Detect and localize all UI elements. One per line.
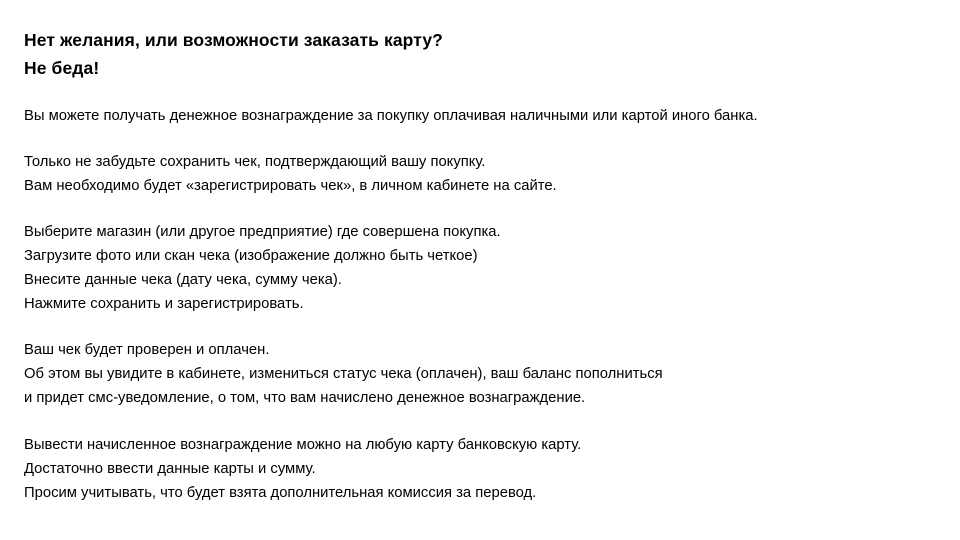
page-title xyxy=(24,26,944,82)
paragraph-withdrawal xyxy=(24,433,944,505)
text-line: Об этом вы увидите в кабинете, измениться статус чека (оплачен), ваш баланс пополниться xyxy=(24,366,663,382)
text-line: Внесите данные чека (дату чека, сумму чека). xyxy=(24,272,342,288)
title-line: Нет желания, или возможности заказать карту? xyxy=(24,30,443,50)
paragraph-steps xyxy=(24,220,944,316)
paragraph-save-receipt xyxy=(24,150,944,198)
text-line: Только не забудьте сохранить чек, подтверждающий вашу покупку. xyxy=(24,154,486,170)
text-line: Вывести начисленное вознаграждение можно на любую карту банковскую карту. xyxy=(24,437,582,453)
slide-content xyxy=(24,26,944,505)
paragraph-verification xyxy=(24,338,944,410)
text-line: и придет смс-уведомление, о том, что вам начислено денежное вознаграждение. xyxy=(24,390,586,406)
text-line: Выберите магазин (или другое предприятие) где совершена покупка. xyxy=(24,224,501,240)
text-line: Достаточно ввести данные карты и сумму. xyxy=(24,461,316,477)
text-line: Загрузите фото или скан чека (изображение должно быть четкое) xyxy=(24,248,478,264)
paragraph-payment-options xyxy=(24,104,944,128)
text-line: Просим учитывать, что будет взята дополнительная комиссия за перевод. xyxy=(24,485,537,501)
text-line: Вы можете получать денежное вознаграждение за покупку оплачивая наличными или картой иного банка. xyxy=(24,108,758,124)
text-line: Вам необходимо будет «зарегистрировать чек», в личном кабинете на сайте. xyxy=(24,178,557,194)
text-line: Ваш чек будет проверен и оплачен. xyxy=(24,342,270,358)
text-line: Нажмите сохранить и зарегистрировать. xyxy=(24,296,304,312)
title-line: Не беда! xyxy=(24,58,100,78)
